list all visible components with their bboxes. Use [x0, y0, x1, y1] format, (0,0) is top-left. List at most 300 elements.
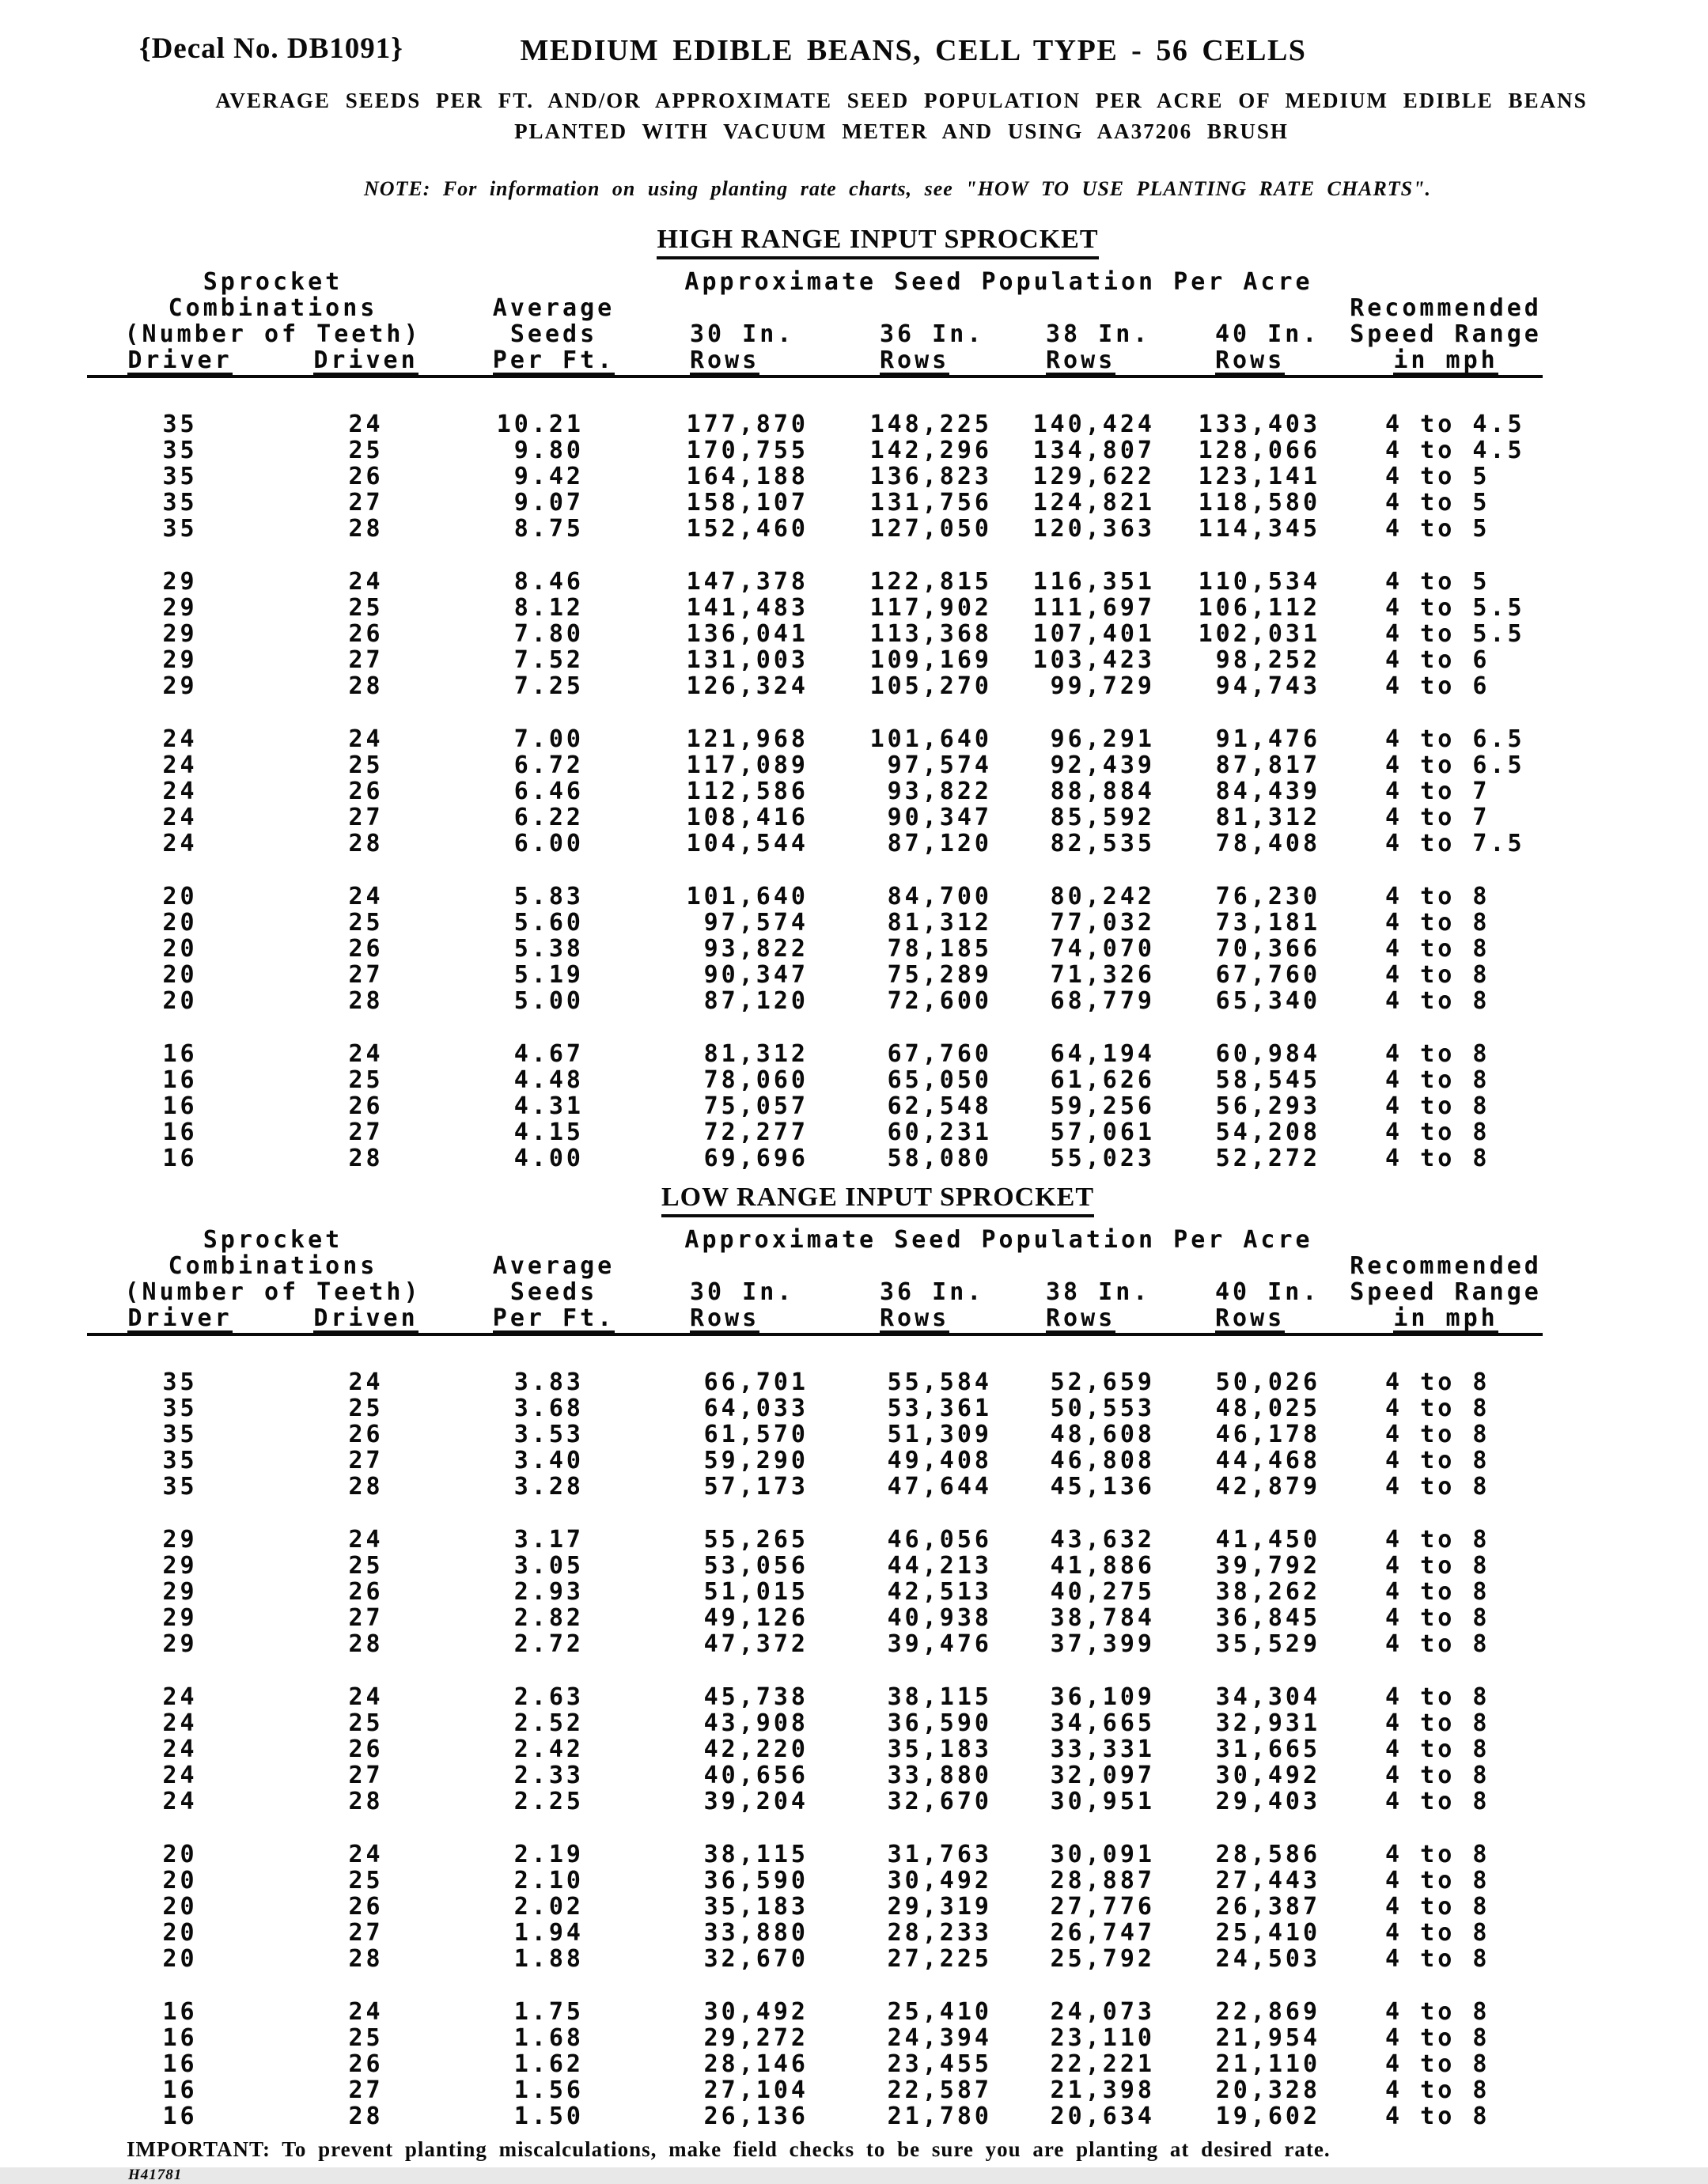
cell-avg-seeds-per-ft: 9.42	[513, 463, 584, 490]
cell-rows-36in: 30,492	[887, 1867, 992, 1894]
cell-rows-30in: 97,574	[703, 909, 809, 937]
cell-rows-30in: 64,033	[703, 1395, 809, 1422]
cell-speed-range: 4 to 8	[1385, 1841, 1490, 1868]
cell-rows-40in: 56,293	[1215, 1092, 1321, 1120]
header-rows-40: Rows	[1179, 347, 1349, 377]
cell-rows-36in: 62,548	[887, 1092, 992, 1120]
header-population-title: Approximate Seed Population Per Acre	[684, 268, 1313, 296]
cell-rows-36in: 136,823	[869, 463, 992, 490]
cell-speed-range: 4 to 8	[1385, 1604, 1490, 1632]
cell-driven: 24	[348, 1841, 384, 1868]
cell-driven: 24	[348, 1683, 384, 1711]
cell-driven: 28	[348, 1473, 384, 1501]
cell-rows-36in: 55,584	[887, 1368, 992, 1396]
header-36-in: 36 In.	[880, 320, 985, 348]
cell-rows-30in: 75,057	[703, 1092, 809, 1120]
header-sprocket: Sprocket	[203, 268, 343, 296]
note-line: NOTE: For information on using planting rate charts, see "HOW TO USE PLANTING RATE CHARTS".	[363, 177, 1432, 200]
cell-avg-seeds-per-ft: 10.21	[496, 411, 584, 438]
cell-rows-30in: 47,372	[703, 1630, 809, 1658]
cell-rows-38in: 22,221	[1050, 2050, 1155, 2078]
cell-rows-30in: 121,968	[686, 725, 809, 753]
table-row	[87, 936, 1543, 962]
table-row	[87, 910, 1543, 936]
cell-speed-range: 4 to 8	[1385, 2076, 1490, 2104]
cell-speed-range: 4 to 8	[1385, 961, 1490, 989]
table-row	[87, 1553, 1543, 1579]
cell-speed-range: 4 to 8	[1385, 1092, 1490, 1120]
cell-driver: 29	[162, 594, 198, 622]
cell-driven: 26	[348, 1735, 384, 1763]
cell-driver: 24	[162, 830, 198, 857]
cell-rows-38in: 111,697	[1032, 594, 1155, 622]
cell-rows-30in: 45,738	[703, 1683, 809, 1711]
cell-driver: 16	[162, 2103, 198, 2130]
form-code: H41781	[128, 2167, 183, 2183]
cell-avg-seeds-per-ft: 2.25	[513, 1788, 584, 1815]
cell-avg-seeds-per-ft: 2.93	[513, 1578, 584, 1606]
header-seeds: Seeds	[509, 1278, 598, 1306]
cell-driven: 25	[348, 751, 384, 779]
cell-driven: 25	[348, 2024, 384, 2052]
cell-rows-30in: 55,265	[703, 1526, 809, 1554]
header-rows-40: Rows	[1179, 1305, 1349, 1334]
header-36-in: 36 In.	[880, 1278, 985, 1306]
cell-rows-38in: 21,398	[1050, 2076, 1155, 2104]
cell-driver: 24	[162, 1735, 198, 1763]
cell-driven: 27	[348, 1919, 384, 1947]
table-row	[87, 1684, 1543, 1710]
cell-avg-seeds-per-ft: 7.80	[513, 620, 584, 648]
cell-rows-30in: 35,183	[703, 1893, 809, 1921]
cell-rows-38in: 103,423	[1032, 646, 1155, 674]
header-per-ft: Per Ft.	[459, 347, 649, 377]
table-row	[87, 962, 1543, 988]
cell-driver: 20	[162, 909, 198, 937]
decal-number: {Decal No. DB1091}	[139, 32, 403, 65]
cell-rows-38in: 107,401	[1032, 620, 1155, 648]
cell-rows-38in: 50,553	[1050, 1395, 1155, 1422]
cell-driver: 24	[162, 751, 198, 779]
cell-speed-range: 4 to 7	[1385, 778, 1490, 805]
cell-driven: 26	[348, 1578, 384, 1606]
cell-rows-36in: 90,347	[887, 804, 992, 831]
cell-driver: 24	[162, 1762, 198, 1789]
cell-rows-36in: 22,587	[887, 2076, 992, 2104]
cell-avg-seeds-per-ft: 7.00	[513, 725, 584, 753]
cell-rows-40in: 34,304	[1215, 1683, 1321, 1711]
table-row	[87, 1067, 1543, 1093]
table-row	[87, 647, 1543, 673]
cell-speed-range: 4 to 8	[1385, 1893, 1490, 1921]
cell-rows-36in: 75,289	[887, 961, 992, 989]
cell-rows-38in: 88,884	[1050, 778, 1155, 805]
header-in-mph: in mph	[1349, 1305, 1543, 1334]
cell-rows-30in: 39,204	[703, 1788, 809, 1815]
cell-rows-40in: 128,066	[1198, 437, 1321, 464]
cell-driven: 24	[348, 725, 384, 753]
cell-rows-38in: 57,061	[1050, 1118, 1155, 1146]
cell-rows-30in: 61,570	[703, 1421, 809, 1448]
cell-driver: 16	[162, 1092, 198, 1120]
cell-driver: 29	[162, 1526, 198, 1554]
cell-speed-range: 4 to 5	[1385, 463, 1490, 490]
cell-rows-36in: 81,312	[887, 909, 992, 937]
table-row	[87, 1145, 1543, 1171]
cell-driver: 29	[162, 1604, 198, 1632]
cell-driven: 24	[348, 1040, 384, 1068]
table-row	[87, 752, 1543, 778]
cell-speed-range: 4 to 8	[1385, 1735, 1490, 1763]
subtitle-line-2: PLANTED WITH VACUUM METER AND USING AA37206 BRUSH	[514, 119, 1289, 143]
cell-driver: 16	[162, 1066, 198, 1094]
cell-rows-40in: 42,879	[1215, 1473, 1321, 1501]
cell-rows-36in: 29,319	[887, 1893, 992, 1921]
cell-driver: 24	[162, 1788, 198, 1815]
cell-speed-range: 4 to 8	[1385, 1919, 1490, 1947]
header-rows-30: Rows	[649, 347, 839, 377]
cell-driver: 29	[162, 646, 198, 674]
cell-rows-38in: 80,242	[1050, 883, 1155, 910]
cell-rows-36in: 38,115	[887, 1683, 992, 1711]
cell-rows-40in: 91,476	[1215, 725, 1321, 753]
cell-driver: 16	[162, 1118, 198, 1146]
cell-rows-30in: 131,003	[686, 646, 809, 674]
header-in-mph: in mph	[1349, 347, 1543, 377]
cell-speed-range: 4 to 8	[1385, 1788, 1490, 1815]
header-number-of-teeth: (Number of Teeth)	[124, 320, 422, 348]
cell-rows-36in: 24,394	[887, 2024, 992, 2052]
table-row	[87, 726, 1543, 752]
high-range-table-header	[87, 269, 1543, 377]
cell-avg-seeds-per-ft: 2.02	[513, 1893, 584, 1921]
cell-rows-38in: 92,439	[1050, 751, 1155, 779]
cell-avg-seeds-per-ft: 1.68	[513, 2024, 584, 2052]
cell-speed-range: 4 to 8	[1385, 1945, 1490, 1973]
cell-driver: 29	[162, 1578, 198, 1606]
cell-rows-40in: 54,208	[1215, 1118, 1321, 1146]
cell-speed-range: 4 to 7	[1385, 804, 1490, 831]
cell-rows-40in: 48,025	[1215, 1395, 1321, 1422]
cell-rows-30in: 28,146	[703, 2050, 809, 2078]
cell-rows-38in: 124,821	[1032, 489, 1155, 517]
cell-rows-40in: 44,468	[1215, 1447, 1321, 1474]
cell-rows-40in: 27,443	[1215, 1867, 1321, 1894]
cell-speed-range: 4 to 8	[1385, 1066, 1490, 1094]
cell-avg-seeds-per-ft: 6.72	[513, 751, 584, 779]
cell-rows-40in: 50,026	[1215, 1368, 1321, 1396]
cell-driver: 24	[162, 804, 198, 831]
cell-driver: 20	[162, 1841, 198, 1868]
header-rows-38: Rows	[1021, 347, 1179, 377]
table-row	[87, 490, 1543, 516]
cell-rows-36in: 60,231	[887, 1118, 992, 1146]
cell-avg-seeds-per-ft: 2.42	[513, 1735, 584, 1763]
cell-rows-38in: 28,887	[1050, 1867, 1155, 1894]
cell-rows-40in: 84,439	[1215, 778, 1321, 805]
cell-speed-range: 4 to 8	[1385, 1040, 1490, 1068]
cell-driven: 24	[348, 568, 384, 596]
cell-speed-range: 4 to 4.5	[1385, 411, 1525, 438]
cell-driven: 27	[348, 2076, 384, 2104]
cell-driven: 25	[348, 1867, 384, 1894]
cell-rows-40in: 114,345	[1198, 515, 1321, 543]
cell-rows-36in: 122,815	[869, 568, 992, 596]
cell-rows-40in: 102,031	[1198, 620, 1321, 648]
cell-driven: 27	[348, 489, 384, 517]
cell-rows-30in: 72,277	[703, 1118, 809, 1146]
header-driven: Driven	[273, 1305, 459, 1334]
cell-rows-36in: 39,476	[887, 1630, 992, 1658]
cell-avg-seeds-per-ft: 3.40	[513, 1447, 584, 1474]
cell-rows-36in: 27,225	[887, 1945, 992, 1973]
table-row	[87, 516, 1543, 542]
cell-driven: 28	[348, 1945, 384, 1973]
cell-rows-36in: 46,056	[887, 1526, 992, 1554]
header-40-in: 40 In.	[1215, 320, 1320, 348]
cell-rows-30in: 30,492	[703, 1998, 809, 2026]
cell-rows-40in: 58,545	[1215, 1066, 1321, 1094]
cell-rows-30in: 43,908	[703, 1709, 809, 1737]
cell-rows-38in: 46,808	[1050, 1447, 1155, 1474]
header-average: Average	[492, 294, 615, 322]
cell-speed-range: 4 to 8	[1385, 1368, 1490, 1396]
cell-driver: 35	[162, 437, 198, 464]
cell-rows-40in: 65,340	[1215, 987, 1321, 1015]
cell-avg-seeds-per-ft: 5.19	[513, 961, 584, 989]
cell-avg-seeds-per-ft: 1.56	[513, 2076, 584, 2104]
table-row	[87, 569, 1543, 595]
table-row	[87, 621, 1543, 647]
cell-rows-36in: 65,050	[887, 1066, 992, 1094]
cell-driven: 28	[348, 672, 384, 700]
cell-speed-range: 4 to 6	[1385, 646, 1490, 674]
cell-driven: 27	[348, 804, 384, 831]
cell-avg-seeds-per-ft: 1.62	[513, 2050, 584, 2078]
cell-rows-40in: 39,792	[1215, 1552, 1321, 1580]
table-row	[87, 1631, 1543, 1657]
cell-speed-range: 4 to 8	[1385, 1998, 1490, 2026]
table-row	[87, 1448, 1543, 1474]
cell-driven: 28	[348, 1145, 384, 1172]
cell-avg-seeds-per-ft: 2.63	[513, 1683, 584, 1711]
header-per-ft: Per Ft.	[459, 1305, 649, 1334]
spacer-row	[87, 542, 1543, 569]
cell-driven: 27	[348, 1604, 384, 1632]
cell-rows-40in: 133,403	[1198, 411, 1321, 438]
cell-driven: 25	[348, 594, 384, 622]
cell-rows-38in: 99,729	[1050, 672, 1155, 700]
cell-driver: 16	[162, 1040, 198, 1068]
cell-driven: 25	[348, 437, 384, 464]
cell-rows-30in: 90,347	[703, 961, 809, 989]
cell-rows-38in: 59,256	[1050, 1092, 1155, 1120]
cell-driven: 24	[348, 411, 384, 438]
cell-rows-38in: 96,291	[1050, 725, 1155, 753]
cell-driven: 28	[348, 2103, 384, 2130]
cell-rows-30in: 33,880	[703, 1919, 809, 1947]
header-average: Average	[492, 1252, 615, 1280]
cell-rows-30in: 38,115	[703, 1841, 809, 1868]
cell-rows-38in: 23,110	[1050, 2024, 1155, 2052]
cell-speed-range: 4 to 5.5	[1385, 594, 1525, 622]
cell-speed-range: 4 to 8	[1385, 2050, 1490, 2078]
spacer-row	[87, 1500, 1543, 1527]
cell-rows-38in: 85,592	[1050, 804, 1155, 831]
cell-rows-40in: 25,410	[1215, 1919, 1321, 1947]
table-row	[87, 1395, 1543, 1421]
cell-driver: 20	[162, 987, 198, 1015]
cell-rows-36in: 51,309	[887, 1421, 992, 1448]
cell-rows-38in: 24,073	[1050, 1998, 1155, 2026]
cell-rows-30in: 81,312	[703, 1040, 809, 1068]
cell-rows-30in: 69,696	[703, 1145, 809, 1172]
cell-driver: 29	[162, 672, 198, 700]
cell-rows-40in: 31,665	[1215, 1735, 1321, 1763]
cell-driven: 26	[348, 620, 384, 648]
cell-avg-seeds-per-ft: 9.07	[513, 489, 584, 517]
cell-rows-36in: 131,756	[869, 489, 992, 517]
cell-driver: 20	[162, 1919, 198, 1947]
cell-driven: 25	[348, 1709, 384, 1737]
cell-rows-38in: 77,032	[1050, 909, 1155, 937]
cell-speed-range: 4 to 8	[1385, 1762, 1490, 1789]
cell-driver: 35	[162, 515, 198, 543]
table-row	[87, 1093, 1543, 1119]
cell-driven: 27	[348, 961, 384, 989]
cell-rows-40in: 29,403	[1215, 1788, 1321, 1815]
cell-driver: 20	[162, 961, 198, 989]
cell-driver: 29	[162, 568, 198, 596]
cell-rows-38in: 74,070	[1050, 935, 1155, 963]
cell-rows-38in: 36,109	[1050, 1683, 1155, 1711]
table-row	[87, 464, 1543, 490]
cell-driver: 16	[162, 1145, 198, 1172]
cell-driver: 20	[162, 1893, 198, 1921]
cell-avg-seeds-per-ft: 6.46	[513, 778, 584, 805]
cell-rows-36in: 142,296	[869, 437, 992, 464]
cell-rows-38in: 33,331	[1050, 1735, 1155, 1763]
spacer-row	[87, 377, 1543, 411]
cell-rows-36in: 36,590	[887, 1709, 992, 1737]
header-38-in: 38 In.	[1046, 320, 1151, 348]
cell-driven: 26	[348, 1421, 384, 1448]
cell-driver: 16	[162, 2050, 198, 2078]
cell-rows-36in: 40,938	[887, 1604, 992, 1632]
header-30-in: 30 In.	[690, 320, 795, 348]
cell-driver: 35	[162, 1473, 198, 1501]
cell-avg-seeds-per-ft: 5.38	[513, 935, 584, 963]
cell-rows-40in: 21,954	[1215, 2024, 1321, 2052]
cell-driver: 24	[162, 725, 198, 753]
header-rows-36: Rows	[839, 347, 1021, 377]
cell-driven: 27	[348, 1118, 384, 1146]
cell-rows-40in: 36,845	[1215, 1604, 1321, 1632]
cell-speed-range: 4 to 8	[1385, 1118, 1490, 1146]
cell-rows-40in: 118,580	[1198, 489, 1321, 517]
cell-speed-range: 4 to 6	[1385, 672, 1490, 700]
header-number-of-teeth: (Number of Teeth)	[124, 1278, 422, 1306]
cell-driven: 26	[348, 1893, 384, 1921]
cell-avg-seeds-per-ft: 8.12	[513, 594, 584, 622]
table-row	[87, 595, 1543, 621]
cell-driver: 24	[162, 1683, 198, 1711]
cell-speed-range: 4 to 6.5	[1385, 751, 1525, 779]
cell-rows-30in: 117,089	[686, 751, 809, 779]
low-range-table-body	[87, 1334, 1543, 2129]
cell-avg-seeds-per-ft: 2.33	[513, 1762, 584, 1789]
cell-rows-30in: 101,640	[686, 883, 809, 910]
cell-rows-36in: 105,270	[869, 672, 992, 700]
cell-speed-range: 4 to 8	[1385, 1421, 1490, 1448]
cell-rows-38in: 55,023	[1050, 1145, 1155, 1172]
table-row	[87, 1474, 1543, 1500]
cell-rows-30in: 152,460	[686, 515, 809, 543]
spacer-row	[87, 1014, 1543, 1041]
cell-rows-38in: 30,091	[1050, 1841, 1155, 1868]
cell-rows-40in: 24,503	[1215, 1945, 1321, 1973]
header-speed-range: Speed Range	[1350, 1278, 1542, 1306]
cell-speed-range: 4 to 8	[1385, 1395, 1490, 1422]
header-30-in: 30 In.	[690, 1278, 795, 1306]
cell-driver: 20	[162, 883, 198, 910]
cell-speed-range: 4 to 8	[1385, 1145, 1490, 1172]
header-combinations: Combinations	[168, 294, 378, 322]
spacer-row	[87, 1815, 1543, 1841]
header-rows-36: Rows	[839, 1305, 1021, 1334]
cell-driven: 24	[348, 1368, 384, 1396]
table-row	[87, 1041, 1543, 1067]
cell-rows-38in: 37,399	[1050, 1630, 1155, 1658]
cell-rows-30in: 141,483	[686, 594, 809, 622]
cell-rows-40in: 87,817	[1215, 751, 1321, 779]
cell-avg-seeds-per-ft: 6.00	[513, 830, 584, 857]
table-row	[87, 1421, 1543, 1448]
header-sprocket: Sprocket	[203, 1226, 343, 1254]
cell-speed-range: 4 to 8	[1385, 1630, 1490, 1658]
important-note: IMPORTANT: To prevent planting miscalculations, make field checks to be sure you are planting at desired rate.	[127, 2137, 1331, 2161]
cell-rows-36in: 72,600	[887, 987, 992, 1015]
cell-speed-range: 4 to 8	[1385, 935, 1490, 963]
cell-driven: 26	[348, 778, 384, 805]
cell-avg-seeds-per-ft: 3.05	[513, 1552, 584, 1580]
cell-avg-seeds-per-ft: 2.82	[513, 1604, 584, 1632]
header-population-title: Approximate Seed Population Per Acre	[684, 1226, 1313, 1254]
cell-rows-30in: 170,755	[686, 437, 809, 464]
cell-rows-30in: 53,056	[703, 1552, 809, 1580]
header-rows-38: Rows	[1021, 1305, 1179, 1334]
cell-rows-40in: 110,534	[1198, 568, 1321, 596]
cell-speed-range: 4 to 8	[1385, 883, 1490, 910]
cell-rows-40in: 32,931	[1215, 1709, 1321, 1737]
table-row	[87, 1999, 1543, 2025]
cell-rows-30in: 40,656	[703, 1762, 809, 1789]
table-row	[87, 1605, 1543, 1631]
header-40-in: 40 In.	[1215, 1278, 1320, 1306]
cell-driver: 20	[162, 935, 198, 963]
cell-rows-36in: 97,574	[887, 751, 992, 779]
low-range-table	[87, 1227, 1543, 2129]
table-row	[87, 2077, 1543, 2103]
cell-avg-seeds-per-ft: 4.67	[513, 1040, 584, 1068]
cell-driver: 35	[162, 1447, 198, 1474]
cell-rows-38in: 129,622	[1032, 463, 1155, 490]
cell-rows-38in: 20,634	[1050, 2103, 1155, 2130]
cell-speed-range: 4 to 5	[1385, 515, 1490, 543]
cell-speed-range: 4 to 8	[1385, 1447, 1490, 1474]
table-row	[87, 804, 1543, 831]
cell-rows-38in: 68,779	[1050, 987, 1155, 1015]
